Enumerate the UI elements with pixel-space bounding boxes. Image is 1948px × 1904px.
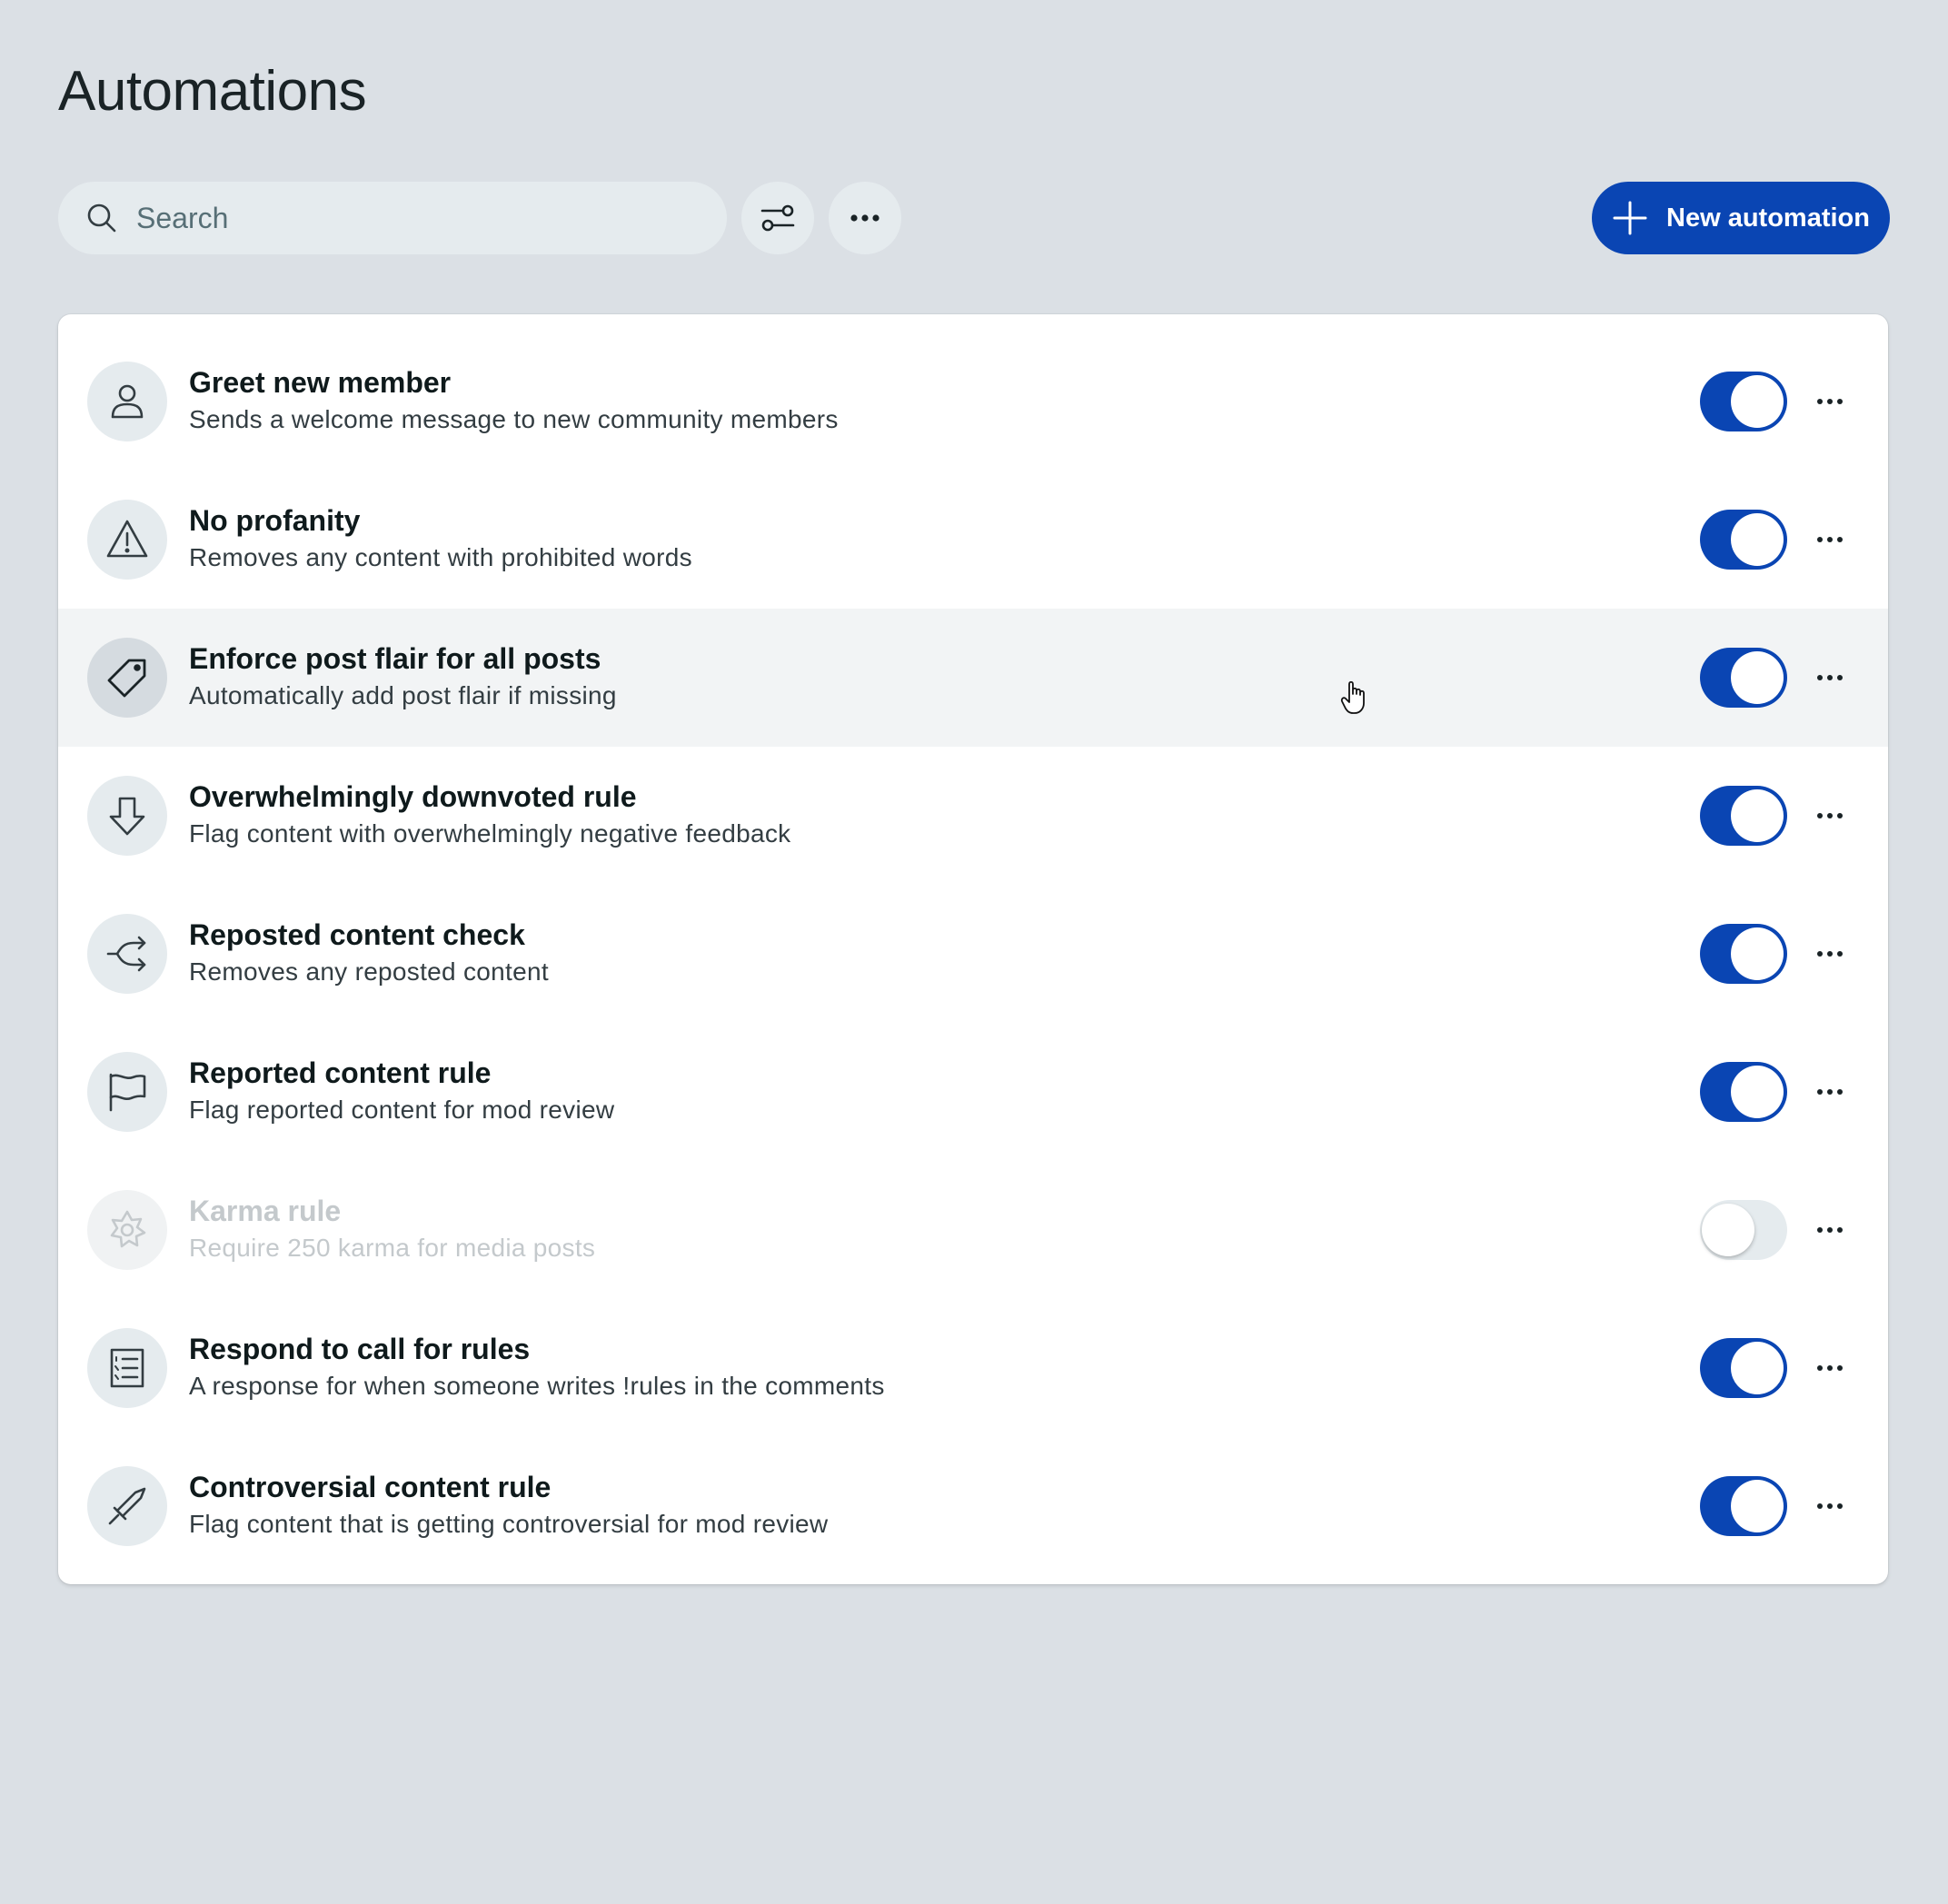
more-horizontal-icon <box>846 199 884 237</box>
row-more-button[interactable] <box>1812 936 1848 972</box>
toggle-knob <box>1731 1066 1784 1118</box>
user-icon <box>87 362 167 441</box>
automation-description: Sends a welcome message to new community members <box>189 405 839 433</box>
rules-list-icon <box>87 1328 167 1408</box>
automation-description: Flag reported content for mod review <box>189 1096 615 1124</box>
search-icon <box>85 202 118 234</box>
automation-toggle[interactable] <box>1700 372 1787 431</box>
automation-title: Overwhelmingly downvoted rule <box>189 780 637 813</box>
automation-description: A response for when someone writes !rules in the comments <box>189 1372 885 1400</box>
automation-description: Removes any reposted content <box>189 957 549 986</box>
automation-row[interactable] <box>58 1299 1888 1437</box>
row-more-button[interactable] <box>1812 659 1848 696</box>
automation-description: Flag content with overwhelmingly negative feedback <box>189 819 791 848</box>
automation-description: Flag content that is getting controversial for mod review <box>189 1510 829 1538</box>
toggle-knob <box>1731 1342 1784 1394</box>
row-more-button[interactable] <box>1812 1074 1848 1110</box>
automation-title: Reposted content check <box>189 918 525 951</box>
more-horizontal-icon <box>1815 949 1844 958</box>
more-horizontal-icon <box>1815 1087 1844 1096</box>
automation-row[interactable] <box>58 1437 1888 1575</box>
plus-icon <box>1612 200 1648 236</box>
automation-title: Respond to call for rules <box>189 1333 531 1365</box>
automations-list <box>58 314 1888 1584</box>
automation-description: Automatically add post flair if missing <box>189 681 617 709</box>
filter-sliders-icon <box>759 199 797 237</box>
new-automation-button[interactable] <box>1592 182 1890 254</box>
more-horizontal-icon <box>1815 397 1844 406</box>
row-more-button[interactable] <box>1812 798 1848 834</box>
filter-button[interactable] <box>741 182 814 254</box>
more-horizontal-icon <box>1815 1502 1844 1511</box>
more-horizontal-icon <box>1815 811 1844 820</box>
more-horizontal-icon <box>1815 673 1844 682</box>
automation-row[interactable] <box>58 609 1888 747</box>
toolbar-more-button[interactable] <box>829 182 901 254</box>
automation-row[interactable] <box>58 1161 1888 1299</box>
automation-toggle[interactable] <box>1700 924 1787 984</box>
more-horizontal-icon <box>1815 535 1844 544</box>
automation-toggle[interactable] <box>1700 510 1787 570</box>
more-horizontal-icon <box>1815 1225 1844 1235</box>
automation-toggle[interactable] <box>1700 786 1787 846</box>
automation-toggle[interactable] <box>1700 1200 1787 1260</box>
repost-icon <box>87 914 167 994</box>
automation-toggle[interactable] <box>1700 1476 1787 1536</box>
toggle-knob <box>1731 375 1784 428</box>
new-automation-label: New automation <box>1666 203 1870 233</box>
search-bar[interactable] <box>58 182 727 254</box>
row-more-button[interactable] <box>1812 1212 1848 1248</box>
hand-cursor-icon <box>1339 679 1370 716</box>
automation-title: Greet new member <box>189 366 452 399</box>
toggle-knob <box>1731 651 1784 704</box>
toggle-knob <box>1731 927 1784 980</box>
automation-description: Require 250 karma for media posts <box>189 1234 596 1262</box>
automation-row[interactable] <box>58 885 1888 1023</box>
toolbar <box>58 182 1890 254</box>
automation-row[interactable] <box>58 747 1888 885</box>
row-more-button[interactable] <box>1812 383 1848 420</box>
downvote-icon <box>87 776 167 856</box>
search-input[interactable] <box>134 190 683 246</box>
sword-icon <box>87 1466 167 1546</box>
automation-row[interactable] <box>58 1023 1888 1161</box>
automation-row[interactable] <box>58 332 1888 471</box>
more-horizontal-icon <box>1815 1364 1844 1373</box>
automation-toggle[interactable] <box>1700 1062 1787 1122</box>
automation-title: Reported content rule <box>189 1056 492 1089</box>
toggle-knob <box>1731 789 1784 842</box>
warning-icon <box>87 500 167 580</box>
tag-icon <box>87 638 167 718</box>
automation-row[interactable] <box>58 471 1888 609</box>
row-more-button[interactable] <box>1812 521 1848 558</box>
automation-title: No profanity <box>189 504 361 537</box>
automation-title: Enforce post flair for all posts <box>189 642 601 675</box>
karma-icon <box>87 1190 167 1270</box>
flag-icon <box>87 1052 167 1132</box>
automation-description: Removes any content with prohibited words <box>189 543 692 571</box>
row-more-button[interactable] <box>1812 1350 1848 1386</box>
automation-title: Controversial content rule <box>189 1471 552 1503</box>
automation-title: Karma rule <box>189 1195 342 1227</box>
toggle-knob <box>1702 1204 1754 1256</box>
toggle-knob <box>1731 513 1784 566</box>
toggle-knob <box>1731 1480 1784 1532</box>
row-more-button[interactable] <box>1812 1488 1848 1524</box>
page-title: Automations <box>58 60 367 123</box>
automation-toggle[interactable] <box>1700 648 1787 708</box>
automation-toggle[interactable] <box>1700 1338 1787 1398</box>
